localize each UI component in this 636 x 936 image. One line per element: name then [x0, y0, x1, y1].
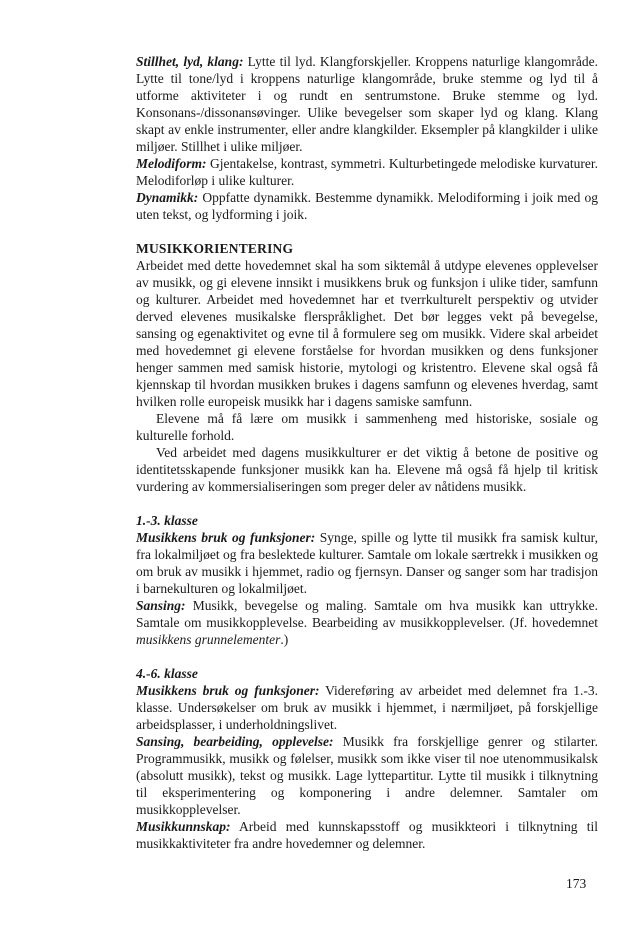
paragraph-melodiform	[136, 155, 598, 189]
paragraph-stillhet	[136, 53, 598, 155]
grade-heading-4-6: 4.-6. klasse	[136, 666, 198, 681]
reference-italic: musikkens grunnelementer	[136, 632, 281, 647]
paragraph-intro: Arbeidet med dette hovedemnet skal ha som siktemål å utdype elevenes opplevelser av musikk, og gi elevene innsikt i musikkens bruk og funksjon i ulike tider, samfunn og kulturer. Arbeidet med hovedemnet har et tverrkulturelt perspektiv og utvider derved elevenes musikalske flerspråklighet. Det bør legges vekt på bevegelse, sansing og egenaktivitet og evne til å formulere seg om musikk. Videre skal arbeidet med hovedemnet gi elevene forståelse for hvordan musikken og dens funksjoner henger sammen med samisk historie, mytologi og kristentro. Elevene skal også få kjennskap til hvordan musikken brukes i dagens samfunn og elevenes hverdag, samt hvilken rolle europeisk musikk har i dagens samiske samfunn.	[136, 258, 598, 409]
paragraph-sansing-1-3	[136, 597, 598, 648]
grade-heading-1-3: 1.-3. klasse	[136, 513, 198, 528]
paragraph-text-tail: .)	[280, 632, 289, 647]
subtopic-label: Stillhet, lyd, klang:	[136, 54, 244, 69]
paragraph-history: Elevene må få lære om musikk i sammenheng med historiske, sosiale og kulturelle forhold.	[136, 411, 598, 443]
page-content	[136, 53, 598, 852]
section-heading-musikkorientering: MUSIKKORIENTERING	[136, 241, 294, 256]
paragraph-sansing-4-6	[136, 733, 598, 818]
paragraph-bruk-4-6	[136, 682, 598, 733]
paragraph-text: Gjentakelse, kontrast, symmetri. Kulturbetingede melodiske kurvaturer. Melodiforløp i ulike kulturer.	[136, 156, 598, 188]
subtopic-label: Musikkens bruk og funksjoner:	[136, 530, 316, 545]
paragraph-text: Musikk fra forskjellige genrer og stilarter. Programmusikk, musikk og følelser, musikk som ikke viser til noe utenommusikalsk (absolutt musikk), tekst og musikk. Lage lyttepartitur. Lytte til musikk i tilknytning til eksperimentering og komponering i andre delemner. Samtaler om musikkopplevelser.	[136, 734, 598, 817]
subtopic-label: Melodiform:	[136, 156, 207, 171]
paragraph-text: Musikk, bevegelse og maling. Samtale om hva musikk kan uttrykke. Samtale om musikkopplevelse. Bearbeiding av musikkopplevelser. (Jf. hovedemnet	[136, 598, 598, 630]
paragraph-text: Lytte til lyd. Klangforskjeller. Kroppens naturlige klangområde. Lytte til tone/lyd i kroppens naturlige klangområde, bruke stemme og lyd til å utforme aktiviteter i og rundt en sentrumstone. Bruke stemme og lyd. Konsonans-/dissonansøvinger. Ulike bevegelser som skaper lyd og klang. Klang skapt av enkle instrumenter, eller andre klangkilder. Eksempler på klangkilder i ulike miljøer. Stillhet i ulike miljøer.	[136, 54, 599, 154]
paragraph-text: Arbeid med kunnskapsstoff og musikkteori i tilknytning til musikkaktiviteter fra andre hovedemner og delemner.	[136, 819, 598, 851]
paragraph-bruk-1-3	[136, 529, 598, 597]
paragraph-text: Videreføring av arbeidet med delemnet fra 1.-3. klasse. Undersøkelser om bruk av musikk i hjemmet, i nærmiljøet, på forskjellige arbeidsplasser, i underholdningslivet.	[136, 683, 599, 732]
subtopic-label: Musikkens bruk og funksjoner:	[136, 683, 320, 698]
page-number: 173	[566, 876, 587, 891]
subtopic-label: Musikkunnskap:	[136, 819, 231, 834]
paragraph-text: Oppfatte dynamikk. Bestemme dynamikk. Melodiforming i joik med og uten tekst, og lydforming i joik.	[136, 190, 598, 222]
paragraph-dynamikk	[136, 189, 598, 223]
subtopic-label: Sansing, bearbeiding, opplevelse:	[136, 734, 334, 749]
subtopic-label: Dynamikk:	[136, 190, 199, 205]
subtopic-label: Sansing:	[136, 598, 186, 613]
paragraph-text: Synge, spille og lytte til musikk fra samisk kultur, fra lokalmiljøet og fra beslektede kulturer. Samtale om lokale særtrekk i musikken og om bruk av musikk i hjemmet, radio og fjernsyn. Danser og sanger som har tradisjon i barnekulturen og lokalmiljøet.	[136, 530, 598, 596]
paragraph-identity: Ved arbeidet med dagens musikkulturer er det viktig å betone de positive og identitetsskapende funksjoner musikk kan ha. Elevene må også få hjelp til kritisk vurdering av kommersialiseringen som preger deler av nåtidens musikk.	[136, 445, 598, 494]
paragraph-kunnskap-4-6	[136, 818, 598, 852]
